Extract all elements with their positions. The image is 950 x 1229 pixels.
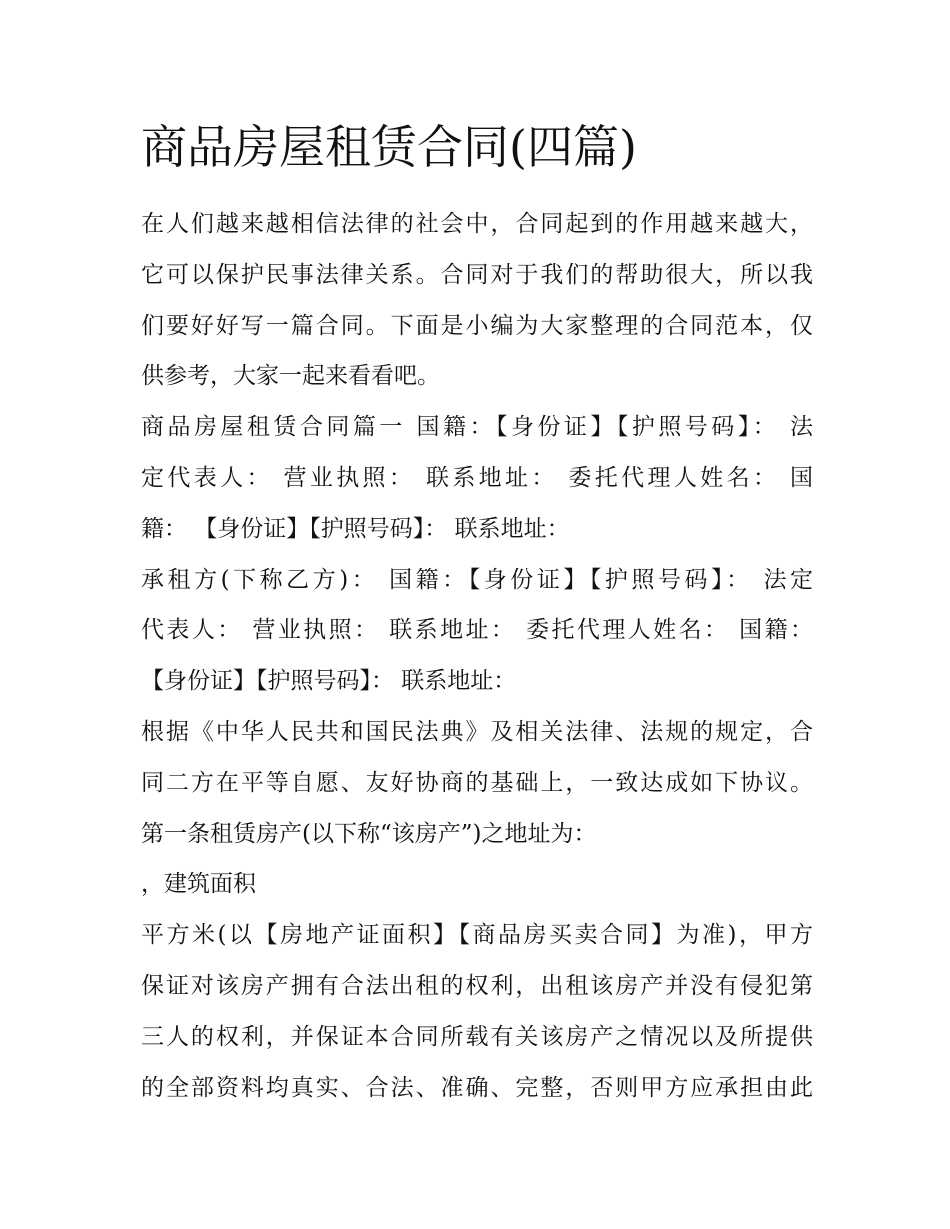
body-line-11: 根据《中华人民共和国民法典》及相关法律、法规的规定，合 — [141, 718, 813, 745]
body-line-7: 籍： 【身份证】【护照号码】： 联系地址： — [141, 515, 570, 542]
body-line-9: 代表人： 营业执照： 联系地址： 委托代理人姓名： 国籍： — [141, 617, 813, 644]
body-line-1: 在人们越来越相信法律的社会中，合同起到的作用越来越大， — [141, 211, 813, 237]
body-line-14: ，建筑面积 — [141, 871, 256, 898]
body-line-6: 定代表人： 营业执照： 联系地址： 委托代理人姓名： 国 — [141, 464, 813, 491]
body-line-16: 保证对该房产拥有合法出租的权利，出租该房产并没有侵犯第 — [141, 972, 813, 999]
body-line-18: 的全部资料均真实、合法、准确、完整，否则甲方应承担由此 — [141, 1074, 813, 1101]
body-line-12: 同二方在平等自愿、友好协商的基础上，一致达成如下协议。 — [141, 769, 813, 796]
body-line-10: 【身份证】【护照号码】： 联系地址： — [141, 668, 517, 695]
body-line-5: 商品房屋租赁合同篇一 国籍：【身份证】【护照号码】： 法 — [141, 414, 813, 441]
body-line-2: 它可以保护民事法律关系。合同对于我们的帮助很大，所以我 — [141, 261, 813, 288]
body-line-8: 承租方(下称乙方)： 国籍：【身份证】【护照号码】： 法定 — [141, 566, 813, 593]
body-line-3: 们要好好写一篇合同。下面是小编为大家整理的合同范本，仅 — [141, 312, 813, 339]
body-line-13: 第一条租赁房产(以下称“该房产”)之地址为： — [141, 820, 597, 847]
body-line-17: 三人的权利，并保证本合同所载有关该房产之情况以及所提供 — [141, 1023, 813, 1050]
body-line-15: 平方米(以【房地产证面积】【商品房买卖合同】为准)，甲方 — [141, 922, 813, 949]
document-body — [141, 199, 813, 1113]
document-title: 商品房屋租赁合同(四篇) — [141, 120, 637, 174]
body-line-4: 供参考，大家一起来看看吧。 — [141, 363, 440, 390]
document-page — [141, 113, 813, 1113]
